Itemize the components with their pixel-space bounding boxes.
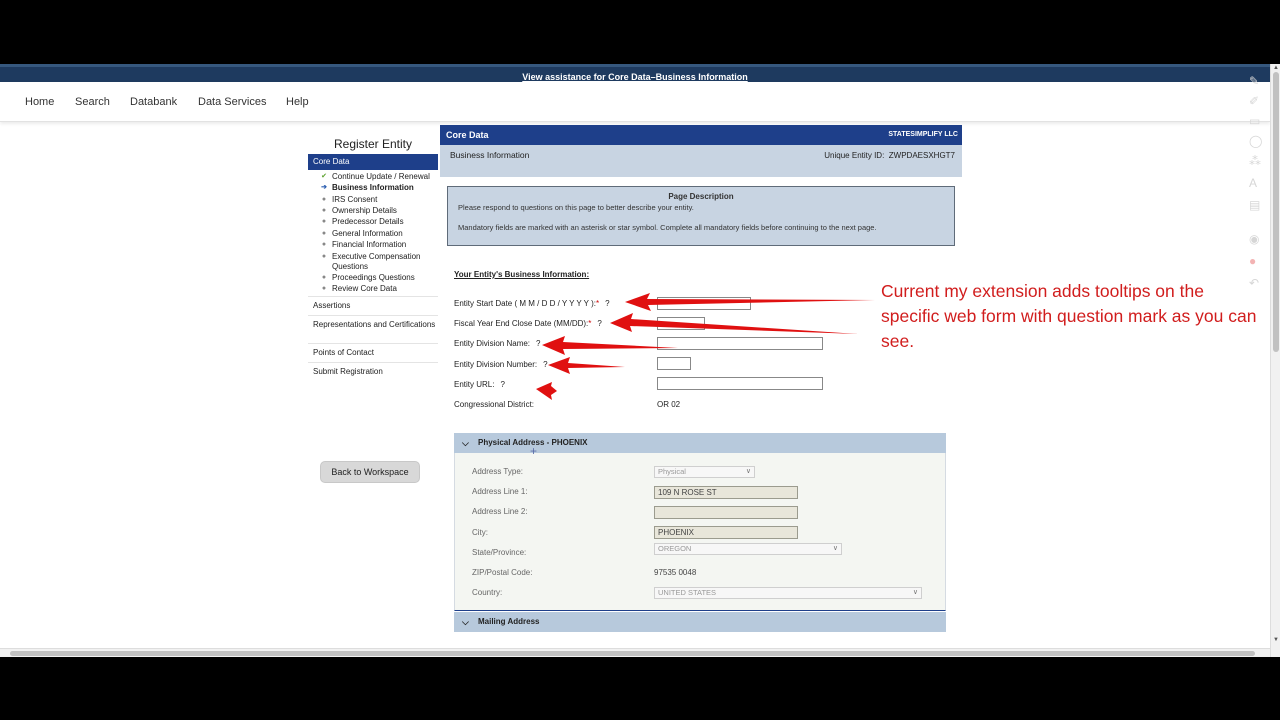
sidebar-item-irs-consent[interactable]: ● IRS Consent: [321, 195, 378, 204]
address-type-label: Address Type:: [472, 467, 523, 476]
nav-databank[interactable]: Databank: [130, 96, 178, 108]
pen-icon[interactable]: ✎: [1249, 74, 1260, 88]
sidebar-item-review-core-data[interactable]: ● Review Core Data: [321, 284, 397, 293]
entity-name: STATESIMPLIFY LLC: [888, 131, 958, 138]
division-name-label: Entity Division Name: ?: [454, 339, 541, 348]
unique-entity-id: Unique Entity ID: ZWPDAESXHGT7: [824, 151, 955, 160]
division-number-input[interactable]: [657, 357, 691, 370]
sidebar-link-reps-certs[interactable]: Representations and Certifications: [308, 315, 438, 343]
dot-icon: ●: [321, 285, 327, 292]
tooltip-question-icon[interactable]: ?: [543, 360, 548, 369]
sidebar-item-predecessor-details[interactable]: ● Predecessor Details: [321, 217, 404, 226]
dot-icon: ●: [321, 218, 327, 225]
dot-icon: ●: [321, 241, 327, 248]
top-navigation: [0, 82, 1270, 122]
entity-url-label: Entity URL: ?: [454, 380, 505, 389]
sidebar-item-continue-update[interactable]: ✔ Continue Update / Renewal: [321, 172, 430, 181]
tooltip-question-icon[interactable]: ?: [605, 299, 610, 308]
sidebar-item-executive-compensation[interactable]: ● Executive Compensation Questions: [321, 252, 421, 271]
sidebar-item-ownership-details[interactable]: ● Ownership Details: [321, 206, 397, 215]
mouse-cursor-icon: +: [530, 444, 538, 458]
tooltip-question-icon[interactable]: ?: [536, 339, 541, 348]
dot-icon: ●: [321, 274, 327, 281]
red-arrow: [536, 382, 557, 400]
address-line1-field[interactable]: 109 N ROSE ST: [654, 486, 798, 499]
check-icon: ✔: [321, 173, 327, 180]
vertical-scrollbar[interactable]: [1270, 64, 1280, 657]
text-icon[interactable]: A: [1249, 176, 1258, 190]
dot-icon: ●: [321, 196, 327, 203]
chevron-down-icon: ⌵: [462, 617, 469, 627]
country-label: Country:: [472, 588, 503, 597]
sidebar-link-assertions[interactable]: Assertions: [308, 296, 438, 314]
sidebar-item-business-information[interactable]: ➔ Business Information: [321, 183, 414, 192]
back-to-workspace-button[interactable]: Back to Workspace: [320, 461, 420, 483]
address-type-select[interactable]: Physical ∨: [654, 466, 755, 478]
business-info-header: [440, 145, 962, 177]
ellipse-icon[interactable]: ◯: [1249, 134, 1263, 148]
highlighter-icon[interactable]: ✐: [1249, 94, 1260, 108]
red-arrow: [610, 313, 858, 334]
address-line2-label: Address Line 2:: [472, 507, 528, 516]
rectangle-icon[interactable]: ▭: [1249, 114, 1261, 128]
red-arrow: [548, 357, 625, 374]
chevron-down-icon: ∨: [832, 545, 838, 552]
dot-icon: ●: [321, 207, 327, 214]
dot-icon: ●: [321, 253, 327, 260]
state-label: State/Province:: [472, 548, 527, 557]
mailing-address-header[interactable]: ⌵ Mailing Address: [454, 612, 946, 632]
page-description-box: [447, 186, 955, 246]
page-description-heading: Page Description: [668, 192, 734, 201]
record-icon[interactable]: ◉: [1249, 232, 1260, 246]
address-line1-label: Address Line 1:: [472, 487, 528, 496]
sidebar-link-submit-registration[interactable]: Submit Registration: [308, 362, 438, 380]
nav-data-services[interactable]: Data Services: [198, 96, 267, 108]
page-title: Business Information: [450, 150, 530, 160]
start-date-input[interactable]: [657, 297, 751, 310]
assistance-bar: [0, 64, 1270, 82]
state-select[interactable]: OREGON ∨: [654, 543, 842, 555]
zip-label: ZIP/Postal Code:: [472, 568, 533, 577]
chevron-down-icon: ∨: [912, 589, 918, 596]
division-number-label: Entity Division Number: ?: [454, 360, 548, 369]
scrollbar-thumb[interactable]: [1273, 72, 1279, 352]
division-name-input[interactable]: [657, 337, 823, 350]
nav-help[interactable]: Help: [286, 96, 309, 108]
sidebar-item-financial-information[interactable]: ● Financial Information: [321, 240, 407, 249]
address-line2-field[interactable]: [654, 506, 798, 519]
core-data-header: [440, 125, 962, 145]
form-heading: Your Entity's Business Information:: [454, 270, 590, 279]
browser-viewport: [0, 64, 1280, 657]
city-label: City:: [472, 528, 488, 537]
sidebar-core-data[interactable]: Core Data: [308, 154, 438, 170]
scroll-up-icon[interactable]: ▲: [1273, 65, 1279, 71]
nav-home[interactable]: Home: [25, 96, 55, 108]
chevron-down-icon: ∨: [745, 468, 751, 475]
page-description-line1: Please respond to questions on this page to better describe your entity.: [458, 203, 694, 212]
comment-icon[interactable]: ▤: [1249, 198, 1261, 212]
tooltip-question-icon[interactable]: ?: [500, 380, 505, 389]
fiscal-year-input[interactable]: [657, 317, 705, 330]
zip-value: 97535 0048: [654, 568, 697, 577]
fiscal-year-label: Fiscal Year End Close Date (MM/DD):* ?: [454, 319, 602, 328]
entity-url-input[interactable]: [657, 377, 823, 390]
section-title: Core Data: [446, 130, 489, 140]
congressional-district-value: OR 02: [657, 400, 681, 409]
scroll-down-icon[interactable]: ▼: [1273, 637, 1279, 643]
tooltip-question-icon[interactable]: ?: [597, 319, 602, 328]
stop-icon[interactable]: ●: [1249, 254, 1257, 268]
assistance-link[interactable]: View assistance for Core Data–Business Information: [522, 72, 748, 82]
country-select[interactable]: UNITED STATES ∨: [654, 587, 922, 599]
sidebar-link-points-of-contact[interactable]: Points of Contact: [308, 343, 438, 361]
sidebar-item-proceedings-questions[interactable]: ● Proceedings Questions: [321, 273, 415, 282]
congressional-district-label: Congressional District:: [454, 400, 535, 409]
start-date-label: Entity Start Date ( M M / D D / Y Y Y Y ):* ?: [454, 299, 610, 308]
arrow-right-icon: ➔: [321, 184, 327, 191]
chevron-down-icon: ⌵: [462, 438, 469, 448]
page-description-line2: Mandatory fields are marked with an asterisk or star symbol. Complete all mandatory fields before continuing to the next page.: [458, 223, 877, 232]
shapes-icon[interactable]: ⁂: [1249, 154, 1261, 168]
city-field[interactable]: PHOENIX: [654, 526, 798, 539]
physical-address-header[interactable]: ⌵ Physical Address - PHOENIX: [454, 433, 946, 453]
nav-search[interactable]: Search: [75, 96, 110, 108]
undo-icon[interactable]: ↶: [1249, 276, 1260, 290]
annotation-text: Current my extension adds tooltips on the specific web form with question mark as you can see.: [881, 281, 1257, 351]
annotation-toolbar: [1244, 74, 1268, 304]
dot-icon: ●: [321, 230, 327, 237]
horizontal-scrollbar[interactable]: [0, 648, 1270, 657]
sidebar-title: Register Entity: [333, 137, 413, 151]
scrollbar-thumb[interactable]: [10, 651, 1255, 656]
sidebar-item-general-information[interactable]: ● General Information: [321, 229, 403, 238]
